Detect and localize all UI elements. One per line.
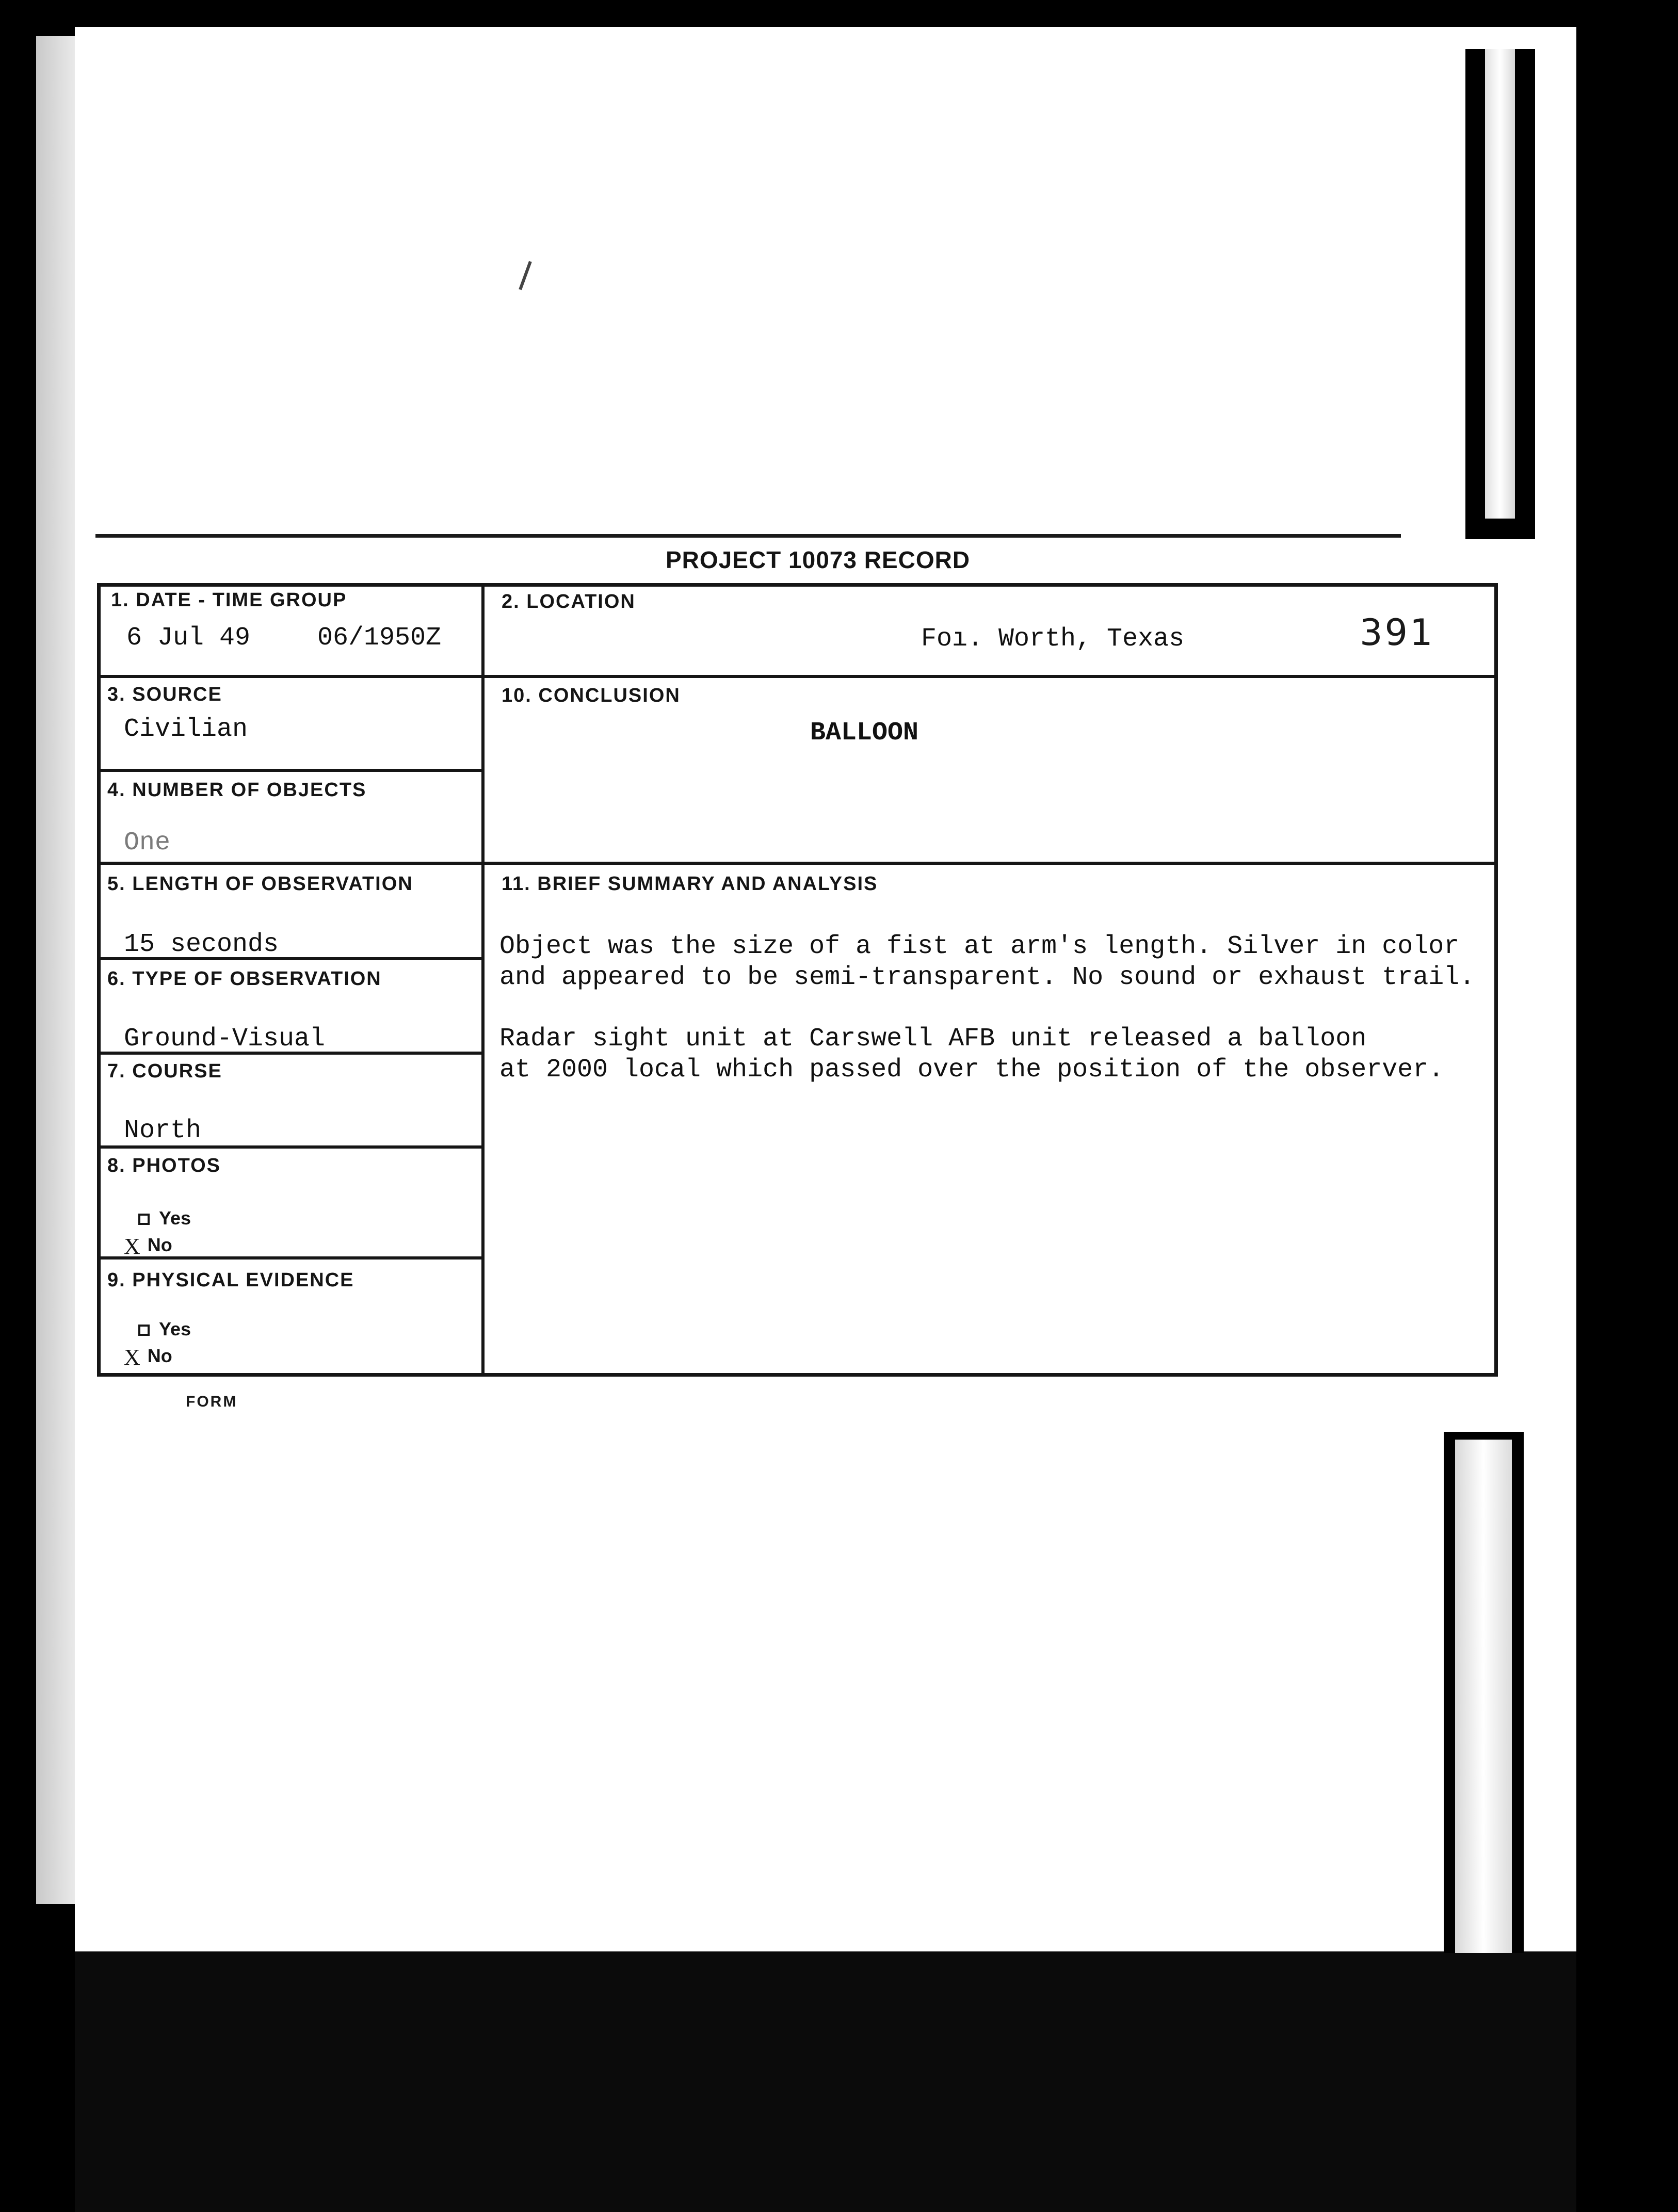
stamp-number: 391 [1360, 611, 1435, 654]
physical-evidence-yes-option[interactable] [138, 1318, 191, 1340]
left-divider-source [97, 769, 483, 772]
summary-line-4: at 2000 local which passed over the position of the observer. [499, 1055, 1444, 1085]
summary-label: 11. BRIEF SUMMARY AND ANALYSIS [502, 873, 878, 895]
checkbox-empty-icon [138, 1214, 150, 1225]
source-label: 3. SOURCE [107, 684, 222, 705]
film-edge-bar-bottom-highlight [1455, 1440, 1512, 1953]
length-of-observation-value: 15 seconds [124, 930, 279, 959]
date-time-label: 1. DATE - TIME GROUP [111, 589, 347, 611]
photos-label: 8. PHOTOS [107, 1155, 221, 1176]
conclusion-label: 10. CONCLUSION [502, 685, 681, 706]
checkbox-checked-icon: X [124, 1345, 140, 1370]
summary-line-3: Radar sight unit at Carswell AFB unit released a balloon [499, 1024, 1367, 1054]
physical-evidence-no-label: No [147, 1345, 172, 1367]
photos-no-option[interactable] [124, 1233, 172, 1260]
number-of-objects-value: One [124, 828, 171, 858]
type-of-observation-value: Ground-Visual [124, 1024, 326, 1054]
conclusion-value: BALLOON [810, 718, 919, 748]
type-of-observation-label: 6. TYPE OF OBSERVATION [107, 968, 382, 990]
source-value: Civilian [124, 715, 248, 744]
form-title: PROJECT 10073 RECORD [666, 546, 971, 573]
physical-evidence-label: 9. PHYSICAL EVIDENCE [107, 1269, 354, 1291]
physical-evidence-no-option[interactable] [124, 1344, 172, 1370]
left-divider-course [97, 1145, 483, 1149]
summary-line-2: and appeared to be semi-transparent. No sound or exhaust trail. [499, 963, 1475, 992]
physical-evidence-yes-label: Yes [159, 1318, 191, 1339]
row-divider-2 [97, 862, 1498, 865]
location-label: 2. LOCATION [502, 591, 636, 612]
time-value: 06/1950Z [317, 623, 442, 653]
checkbox-checked-icon: X [124, 1234, 140, 1259]
date-value: 6 Jul 49 [126, 623, 251, 653]
course-label: 7. COURSE [107, 1060, 222, 1082]
checkbox-empty-icon [138, 1325, 150, 1336]
film-edge-bar-top-highlight [1485, 49, 1515, 519]
photos-no-label: No [147, 1234, 172, 1256]
scan-border-bottom [75, 1951, 1576, 2212]
course-value: North [124, 1116, 202, 1145]
length-of-observation-label: 5. LENGTH OF OBSERVATION [107, 873, 413, 895]
photos-yes-label: Yes [159, 1207, 191, 1229]
form-footer: FORM [186, 1393, 238, 1410]
number-of-objects-label: 4. NUMBER OF OBJECTS [107, 779, 367, 801]
photos-yes-option[interactable] [138, 1207, 191, 1229]
top-rule [95, 534, 1401, 538]
row-divider-1 [97, 675, 1498, 678]
summary-line-1: Object was the size of a fist at arm's length. Silver in color [499, 932, 1460, 961]
location-value: Foı. Worth, Texas [921, 624, 1185, 654]
